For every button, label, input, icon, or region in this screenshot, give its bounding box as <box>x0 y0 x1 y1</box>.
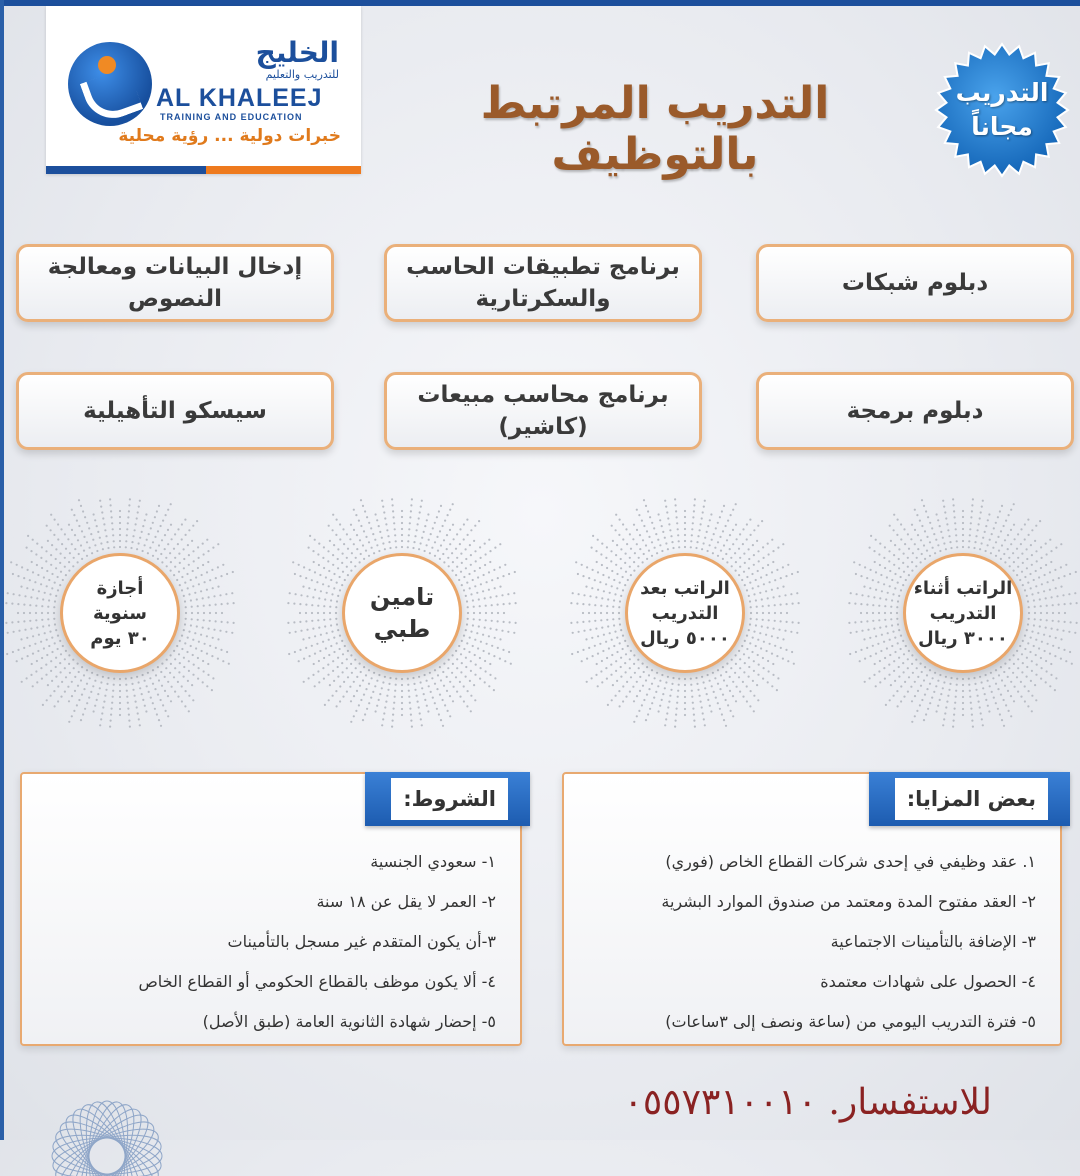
logo-bar-orange <box>206 166 361 174</box>
free-training-badge <box>934 42 1070 178</box>
logo-english-subtitle: TRAINING AND EDUCATION <box>160 112 303 122</box>
course-programming-diploma: دبلوم برمجة <box>756 372 1074 450</box>
course-sales-cashier: برنامج محاسب مبيعات (كاشير) <box>384 372 702 450</box>
benefit-line-2: التدريب <box>929 602 997 624</box>
mandala-ornament-icon <box>22 1086 192 1176</box>
conditions-list <box>138 842 496 1042</box>
conditions-header <box>365 772 530 826</box>
list-item: ٥- إحضار شهادة الثانوية العامة (طبق الأصل) <box>202 1012 496 1031</box>
logo-arabic-subtitle: للتدريب والتعليم <box>265 68 339 81</box>
benefit-line-1: الراتب بعد <box>640 577 730 599</box>
logo-emblem-icon <box>68 42 152 126</box>
list-item: ٥- فترة التدريب اليومي من (ساعة ونصف إلى ٣ساعات) <box>665 1012 1036 1031</box>
benefit-line-3: ٥٠٠٠ ريال <box>640 627 730 649</box>
logo-box <box>46 6 361 174</box>
list-item: ٢- العقد مفتوح المدة ومعتمد من صندوق الموارد البشرية <box>661 892 1036 911</box>
benefit-line-3: ٣٠٠٠ ريال <box>918 627 1008 649</box>
benefit-salary-after-training <box>570 498 800 728</box>
contact-phone: للاستفسار. ٠٥٥٧٣١٠٠١٠ <box>623 1082 992 1123</box>
course-cisco: سيسكو التأهيلية <box>16 372 334 450</box>
advantages-title: بعض المزايا: <box>895 778 1048 820</box>
benefit-line-1: الراتب أثناء <box>913 577 1013 599</box>
list-item: ٤- الحصول على شهادات معتمدة <box>820 972 1036 991</box>
list-item: ٣- الإضافة بالتأمينات الاجتماعية <box>830 932 1036 951</box>
course-networks-diploma: دبلوم شبكات <box>756 244 1074 322</box>
logo-arabic-name: الخليج <box>255 36 339 69</box>
logo-tagline: خبرات دولية ... رؤية محلية <box>118 126 341 146</box>
badge-line-1: التدريب <box>955 78 1049 107</box>
conditions-panel <box>20 772 522 1046</box>
benefit-salary-during-training <box>848 498 1078 728</box>
benefit-medical-insurance <box>287 498 517 728</box>
logo-bar-blue <box>46 166 206 174</box>
list-item: ١- سعودي الجنسية <box>370 852 496 871</box>
logo-english-name: AL KHALEEJ <box>156 84 323 112</box>
benefit-line-2: طبي <box>373 615 431 643</box>
benefit-annual-leave <box>5 498 235 728</box>
benefit-line-1: تامين <box>369 583 435 611</box>
conditions-title: الشروط: <box>391 778 508 820</box>
list-item: ٣-أن يكون المتقدم غير مسجل بالتأمينات <box>227 932 496 951</box>
badge-line-2: مجاناً <box>971 112 1033 141</box>
benefit-line-3: ٣٠ يوم <box>90 627 150 649</box>
benefit-line-1: أجازة <box>96 577 144 599</box>
benefit-line-2: التدريب <box>651 602 719 624</box>
list-item: ٤- ألا يكون موظف بالقطاع الحكومي أو القطاع الخاص <box>138 972 496 991</box>
advantages-header <box>869 772 1070 826</box>
course-data-entry: إدخال البيانات ومعالجة النصوص <box>16 244 334 322</box>
course-computer-secretarial: برنامج تطبيقات الحاسب والسكرتارية <box>384 244 702 322</box>
page-title: التدريب المرتبط بالتوظيف <box>480 78 830 180</box>
advantages-panel <box>562 772 1062 1046</box>
list-item: ١. عقد وظيفي في إحدى شركات القطاع الخاص (فوري) <box>665 852 1036 871</box>
advantages-list <box>661 842 1036 1042</box>
list-item: ٢- العمر لا يقل عن ١٨ سنة <box>316 892 496 911</box>
benefit-line-2: سنوية <box>93 602 148 624</box>
left-border <box>0 0 4 1140</box>
